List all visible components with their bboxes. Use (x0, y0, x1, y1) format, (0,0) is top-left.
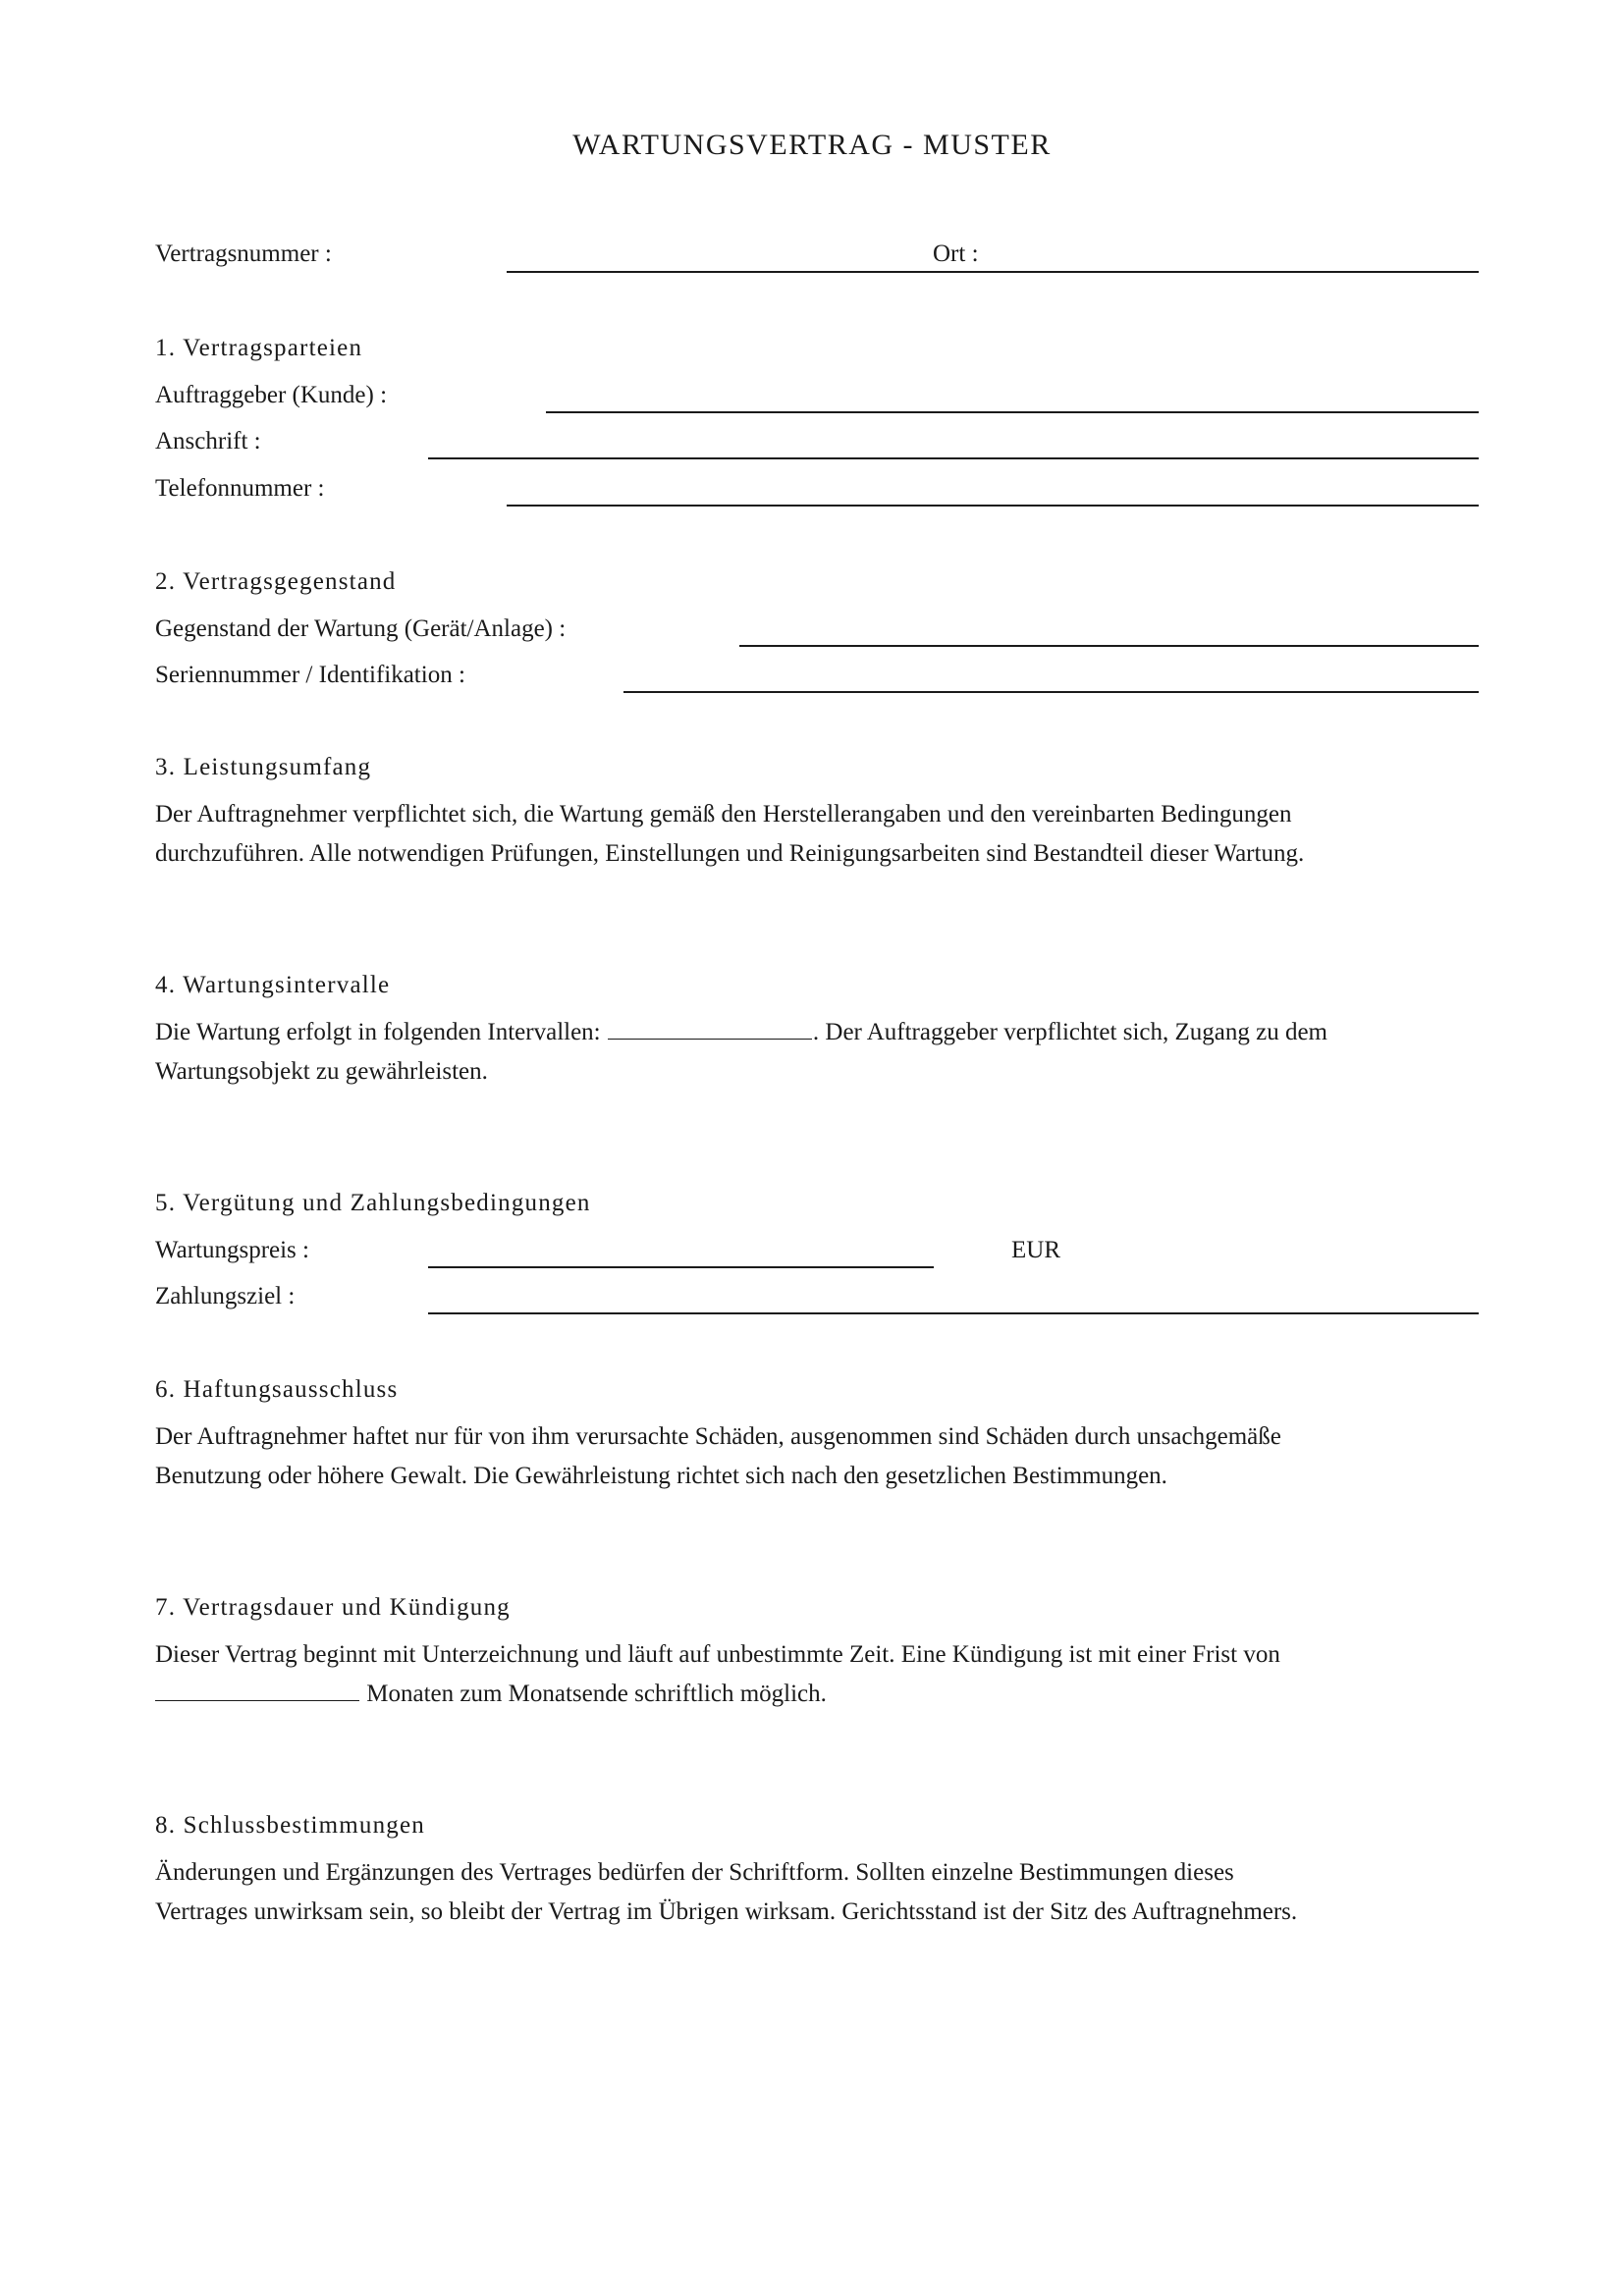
section-4-heading: 4. Wartungsintervalle (155, 972, 391, 998)
section-7-line-1: Dieser Vertrag beginnt mit Unterzeichnung und läuft auf unbestimmte Zeit. Eine Kündigung ist mit einer Frist von (155, 1641, 1280, 1668)
serial-label: Seriennummer / Identifikation : (155, 662, 465, 688)
section-7-line-2-end: Monaten zum Monatsende schriftlich möglich. (360, 1681, 827, 1707)
client-field[interactable] (546, 411, 1479, 413)
payment-term-field[interactable] (428, 1312, 1479, 1314)
section-7-text (155, 1635, 1549, 1714)
section-8-heading: 8. Schlussbestimmungen (155, 1812, 426, 1839)
notice-period-blank[interactable] (155, 1675, 359, 1701)
section-3-line-1: Der Auftragnehmer verpflichtet sich, die Wartung gemäß den Herstellerangaben und den vereinbarten Bedingungen (155, 801, 1292, 828)
document-title: WARTUNGSVERTRAG - MUSTER (572, 129, 1052, 161)
section-4-text (155, 1013, 1549, 1092)
price-label: Wartungspreis : (155, 1237, 309, 1263)
section-8-line-1: Änderungen und Ergänzungen des Vertrages bedürfen der Schriftform. Sollten einzelne Bestimmungen dieses (155, 1859, 1234, 1886)
object-label: Gegenstand der Wartung (Gerät/Anlage) : (155, 615, 567, 642)
section-6-text (155, 1417, 1549, 1496)
section-3-heading: 3. Leistungsumfang (155, 754, 372, 780)
object-field[interactable] (739, 645, 1479, 647)
section-3-line-2: durchzuführen. Alle notwendigen Prüfungen, Einstellungen und Reinigungsarbeiten sind Bestandteil dieser Wartung. (155, 840, 1305, 867)
section-4-line-1-end: . Der Auftraggeber verpflichtet sich, Zugang zu dem (812, 1019, 1327, 1045)
payment-term-label: Zahlungsziel : (155, 1283, 296, 1309)
interval-blank[interactable] (608, 1013, 812, 1040)
section-4-line-1 (155, 1013, 1549, 1052)
address-field[interactable] (428, 457, 1479, 459)
section-4-line-2: Wartungsobjekt zu gewährleisten. (155, 1058, 488, 1085)
address-label: Anschrift : (155, 428, 261, 454)
section-7-line-2 (155, 1675, 1549, 1714)
phone-field[interactable] (507, 505, 1479, 507)
client-label: Auftraggeber (Kunde) : (155, 382, 388, 408)
section-6-line-1: Der Auftragnehmer haftet nur für von ihm verursachte Schäden, ausgenommen sind Schäden durch unsachgemäße (155, 1423, 1281, 1450)
place-label: Ort : (933, 240, 979, 267)
serial-field[interactable] (623, 691, 1479, 693)
section-8-text (155, 1853, 1549, 1932)
section-2-heading: 2. Vertragsgegenstand (155, 568, 397, 595)
currency-label: EUR (1011, 1237, 1060, 1263)
section-7-heading: 7. Vertragsdauer und Kündigung (155, 1594, 511, 1621)
contract-number-field[interactable] (507, 271, 1479, 273)
section-4-line-1-start: Die Wartung erfolgt in folgenden Intervallen: (155, 1019, 601, 1045)
section-6-heading: 6. Haftungsausschluss (155, 1376, 399, 1403)
section-1-heading: 1. Vertragsparteien (155, 335, 363, 361)
section-8-line-2: Vertrages unwirksam sein, so bleibt der Vertrag im Übrigen wirksam. Gerichtsstand ist der Sitz des Auftragnehmers. (155, 1898, 1298, 1925)
section-6-line-2: Benutzung oder höhere Gewalt. Die Gewährleistung richtet sich nach den gesetzlichen Bestimmungen. (155, 1463, 1167, 1489)
section-3-text (155, 795, 1549, 874)
section-5-heading: 5. Vergütung und Zahlungsbedingungen (155, 1190, 591, 1216)
contract-number-label: Vertragsnummer : (155, 240, 332, 267)
price-field[interactable] (428, 1266, 934, 1268)
phone-label: Telefonnummer : (155, 475, 325, 502)
